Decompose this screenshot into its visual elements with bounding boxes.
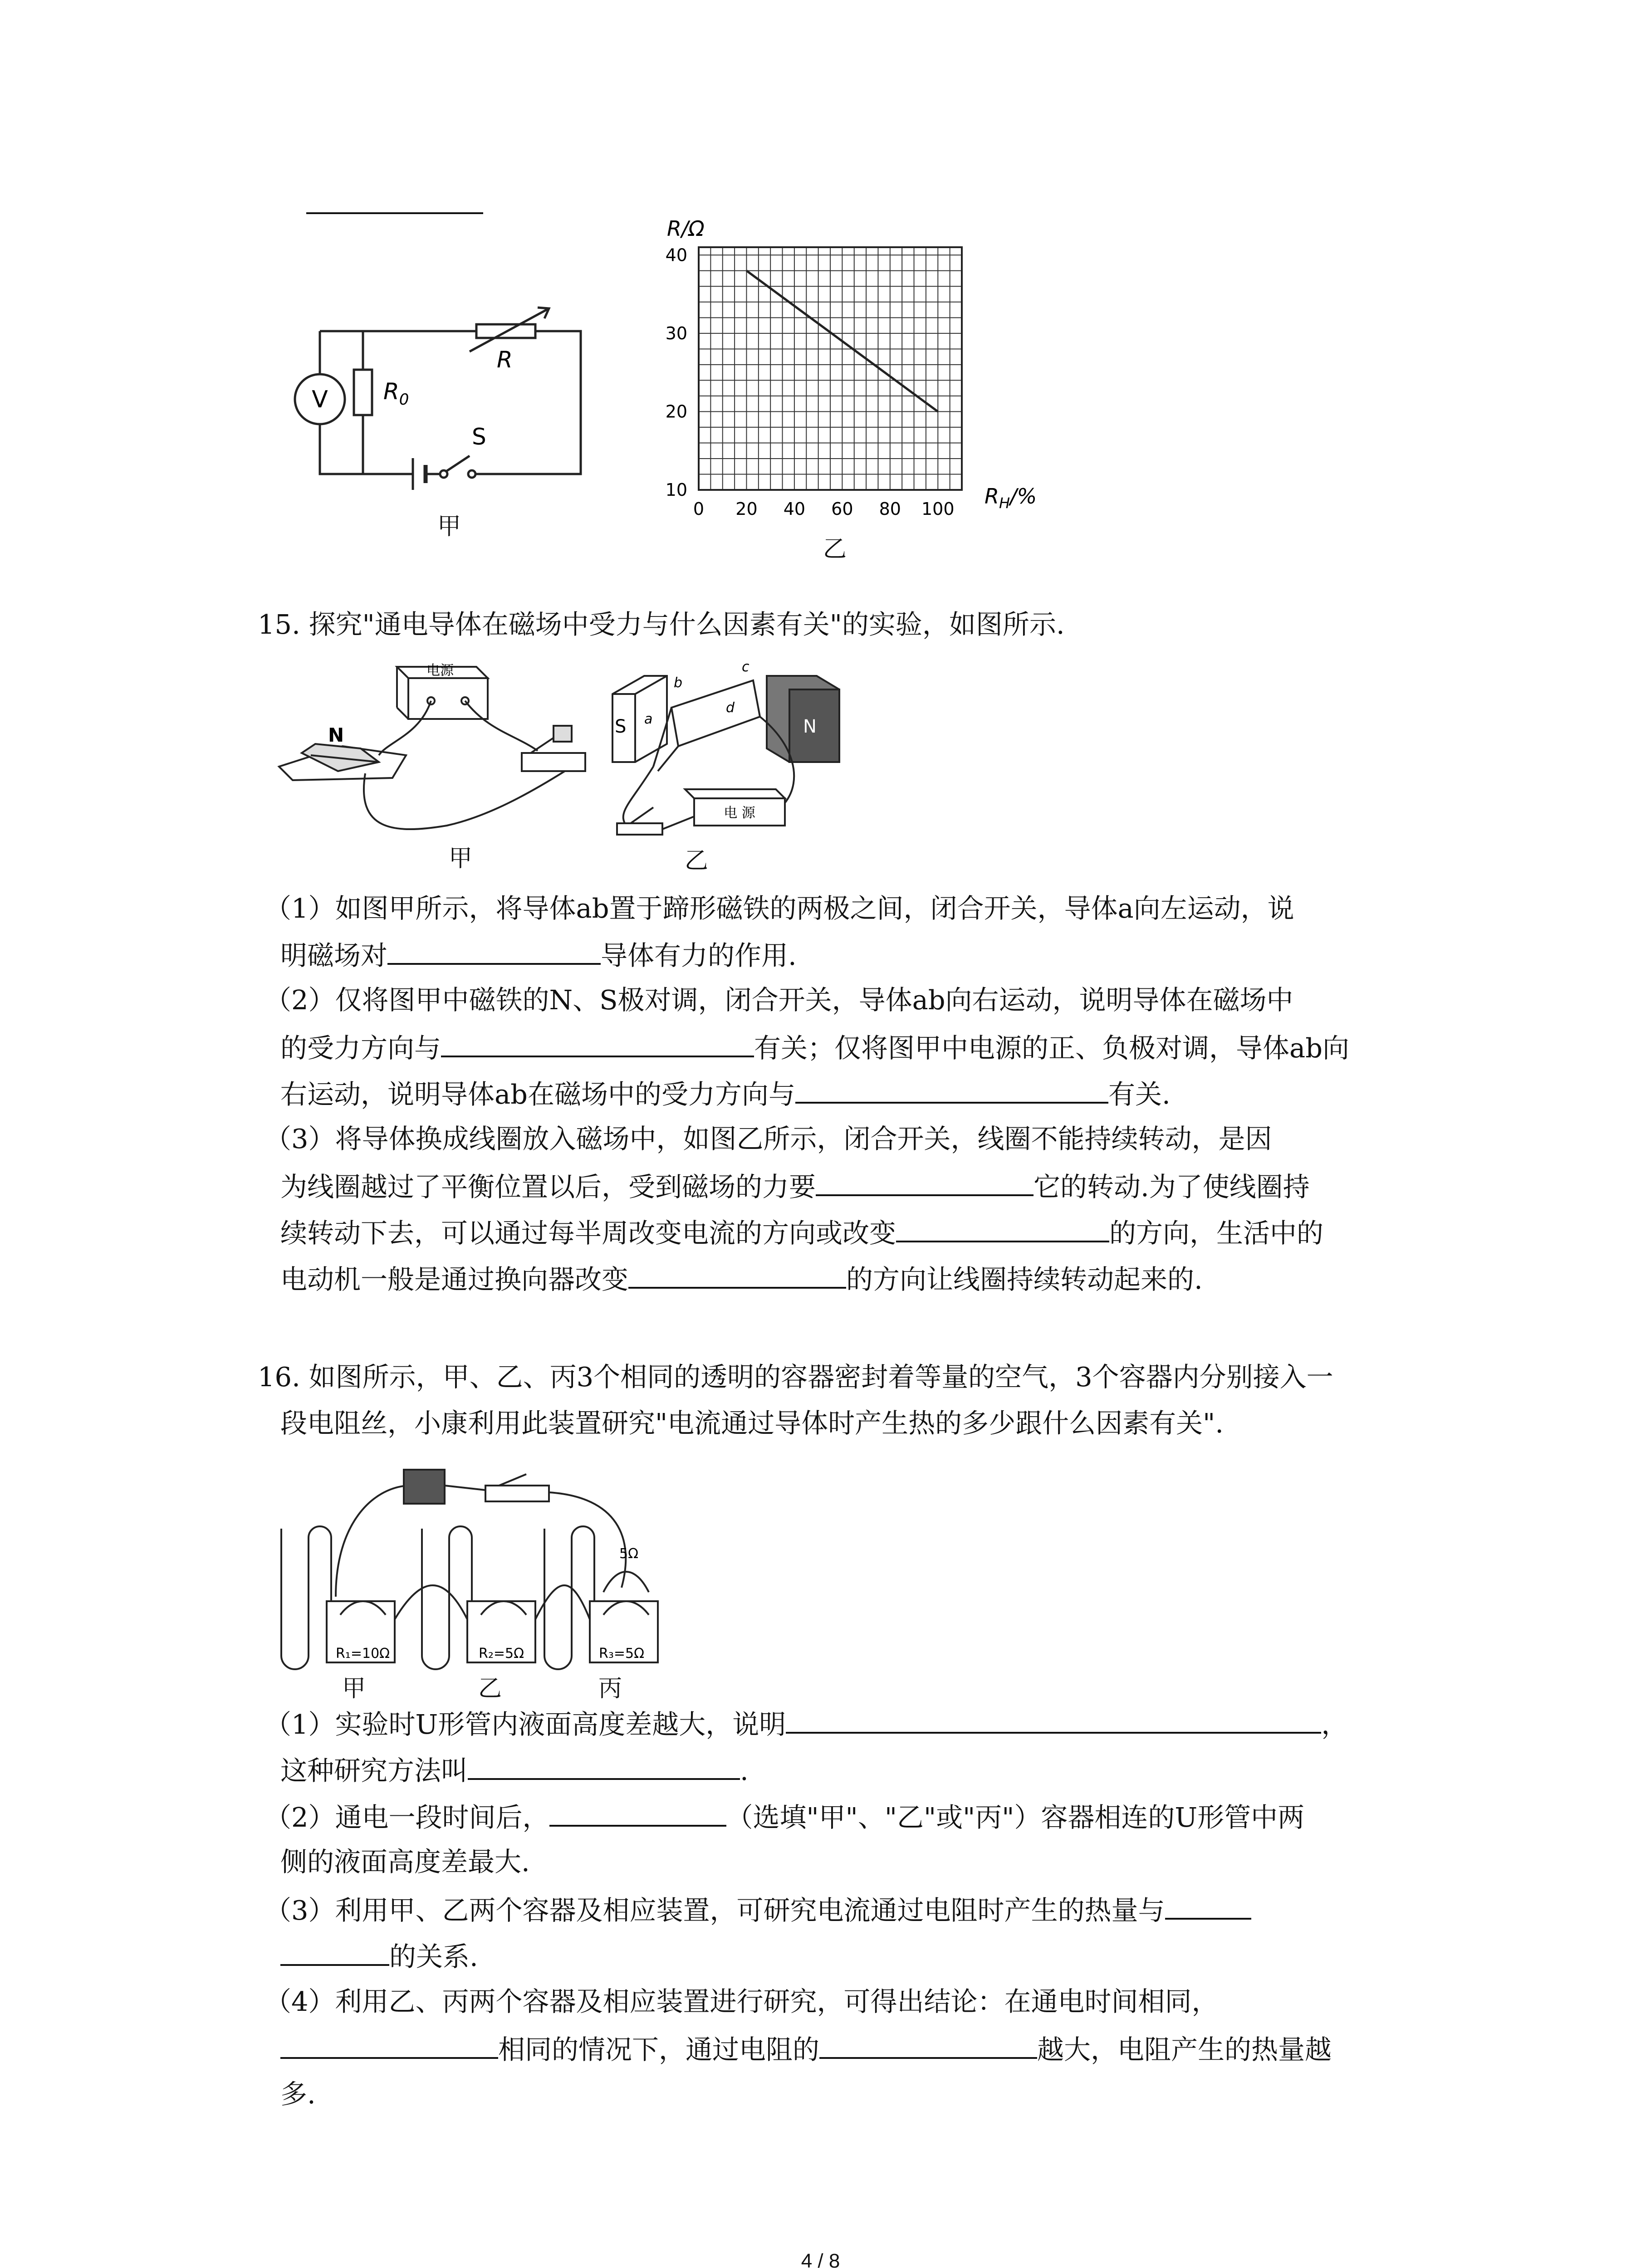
q15-jia-caption: 甲 [448, 845, 472, 872]
q15-p2-line2: 的受力方向与 有关；仅将图甲中电源的正、负极对调，导体ab向 [280, 1028, 1349, 1066]
x-axis-label: $R_H/\%$ [985, 484, 1037, 512]
q15-jia-power-label: 电源 [426, 663, 454, 679]
q15-yi-b-label: b [674, 675, 683, 691]
q15-blank-5[interactable] [896, 1213, 1109, 1242]
q16-blank-3[interactable] [549, 1798, 726, 1827]
q15-figure-yi [603, 653, 857, 853]
q15-p2-line3: 右运动，说明导体ab在磁场中的受力方向与 有关. [280, 1075, 1171, 1113]
q15-blank-4[interactable] [816, 1167, 1034, 1196]
q15-stem: 15. 探究"通电导体在磁场中受力与什么因素有关"的实验，如图所示. [258, 609, 1065, 640]
switch-label: S [472, 424, 486, 450]
x-tick-label: 60 [831, 499, 853, 519]
x-tick-label: 40 [783, 499, 806, 519]
circuit-caption: 甲 [437, 513, 461, 540]
q15-blank-3[interactable] [795, 1075, 1108, 1104]
q16-blank-6[interactable] [280, 2030, 498, 2059]
answer-blank[interactable] [306, 212, 483, 214]
q16-blank-2[interactable] [468, 1751, 740, 1780]
q16-p4-line3: 多. [280, 2078, 316, 2110]
q15-blank-2[interactable] [441, 1028, 754, 1057]
q16-r3-label: R₃=5Ω [599, 1646, 645, 1662]
q15-p3-line4: 电动机一般是通过换向器改变 的方向让线圈持续转动起来的. [280, 1260, 1203, 1298]
r0-label: $R_0$ [383, 378, 409, 409]
y-tick-label: 10 [665, 480, 687, 500]
q15-yi-n-label: N [803, 716, 817, 737]
q16-p3-line1: （3）利用甲、乙两个容器及相应装置，可研究电流通过电阻时产生的热量与 [265, 1891, 1251, 1929]
q16-caption-jia: 甲 [342, 1675, 366, 1702]
q16-caption-bing: 丙 [598, 1675, 622, 1702]
y-tick-label: 40 [665, 245, 687, 265]
q15-jia-n-label: N [328, 724, 344, 746]
q15-p3-line1: （3）将导体换成线圈放入磁场中，如图乙所示，闭合开关，线圈不能持续转动，是因 [265, 1123, 1272, 1154]
rheostat-label: R [497, 347, 513, 373]
q15-yi-power-label: 电 源 [724, 805, 755, 821]
q15-p3-line3: 续转动下去，可以通过每半周改变电流的方向或改变 的方向，生活中的 [280, 1213, 1323, 1251]
q15-blank-6[interactable] [628, 1260, 846, 1289]
q15-yi-caption: 乙 [684, 847, 708, 875]
q16-p4-line2: 相同的情况下，通过电阻的 越大，电阻产生的热量越 [280, 2030, 1332, 2068]
q15-figure-jia [274, 658, 610, 866]
q16-p2-line1: （2）通电一段时间后， （选填"甲"、"乙"或"丙"）容器相连的U形管中两 [265, 1798, 1304, 1836]
q16-p2-line2: 侧的液面高度差最大. [280, 1846, 530, 1877]
q15-p2-line1: （2）仅将图甲中磁铁的N、S极对调，闭合开关，导体ab向右运动，说明导体在磁场中 [265, 984, 1293, 1016]
q16-figure [272, 1456, 671, 1692]
q16-r1-label: R₁=10Ω [336, 1646, 390, 1662]
resistance-chart [640, 213, 1066, 576]
q16-stem-line1: 16. 如图所示，甲、乙、丙3个相同的透明的容器密封着等量的空气，3个容器内分别接入一 [258, 1361, 1333, 1393]
q15-yi-a-label: a [644, 711, 653, 727]
page-number: 4 / 8 [801, 2250, 840, 2268]
q15-yi-c-label: c [742, 659, 749, 675]
q15-p3-line2: 为线圈越过了平衡位置以后，受到磁场的力要 它的转动.为了使线圈持 [280, 1167, 1310, 1205]
x-tick-label: 100 [921, 499, 955, 519]
y-tick-label: 30 [665, 323, 687, 343]
circuit-diagram [281, 290, 626, 544]
q15-p1-line1: （1）如图甲所示，将导体ab置于蹄形磁铁的两极之间，闭合开关，导体a向左运动，说 [265, 893, 1294, 924]
x-tick-label: 80 [879, 499, 901, 519]
voltmeter-label: V [312, 386, 328, 413]
q15-p1-line2: 明磁场对 导体有力的作用. [280, 936, 797, 974]
q16-p1-line2: 这种研究方法叫 . [280, 1751, 749, 1789]
q15-yi-d-label: d [726, 700, 735, 716]
q16-blank-4[interactable] [1165, 1891, 1251, 1920]
q16-caption-yi: 乙 [478, 1675, 502, 1702]
q15-blank-1[interactable] [387, 936, 601, 965]
chart-caption: 乙 [823, 536, 847, 563]
q15-yi-s-label: S [615, 716, 627, 737]
x-tick-label: 0 [693, 499, 705, 519]
q16-p3-line2: 的关系. [280, 1937, 478, 1975]
q16-blank-7[interactable] [819, 2030, 1037, 2059]
q16-blank-5[interactable] [280, 1937, 389, 1966]
x-tick-label: 20 [735, 499, 758, 519]
y-tick-label: 20 [665, 401, 687, 422]
q16-r2-label: R₂=5Ω [479, 1646, 524, 1662]
y-axis-label: R/Ω [667, 216, 705, 241]
q16-stem-line2: 段电阻丝，小康利用此装置研究"电流通过导体时产生热的多少跟什么因素有关". [280, 1408, 1224, 1439]
q16-blank-1[interactable] [786, 1705, 1321, 1734]
q16-p1-line1: （1）实验时U形管内液面高度差越大，说明 ， [265, 1705, 1348, 1743]
q16-p4-line1: （4）利用乙、丙两个容器及相应装置进行研究，可得出结论：在通电时间相同， [265, 1986, 1219, 2017]
q16-extra-resistor-label: 5Ω [619, 1546, 639, 1562]
